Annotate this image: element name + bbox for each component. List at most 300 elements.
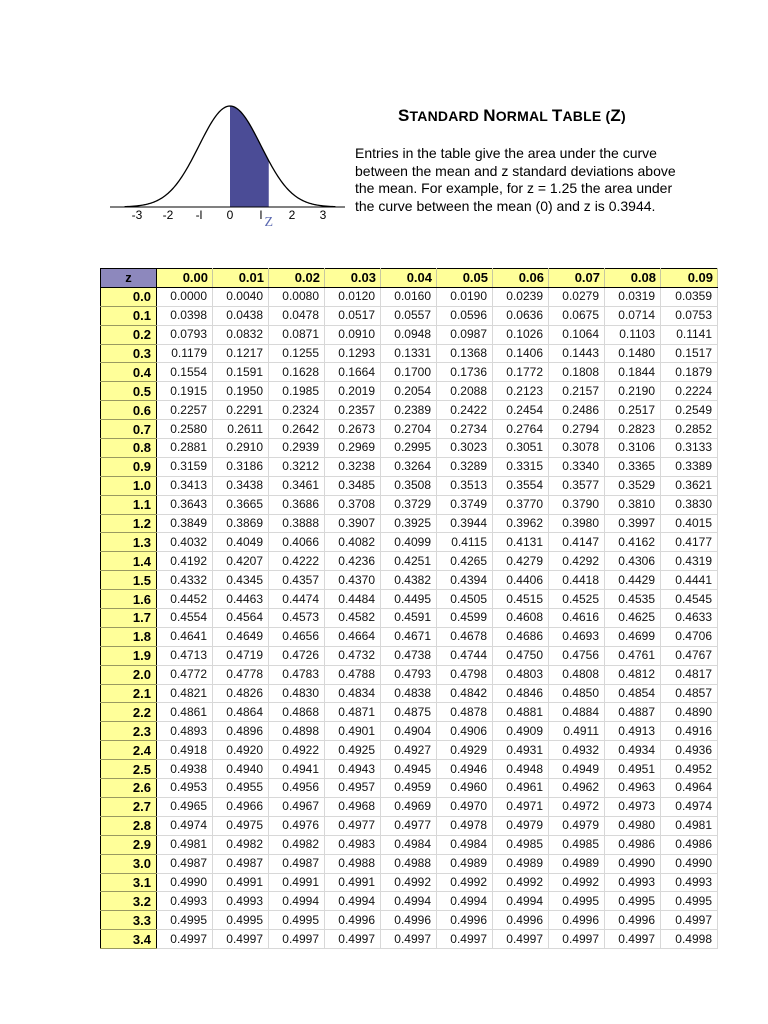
table-cell: 0.4916 bbox=[661, 722, 718, 741]
z-row-label: 2.8 bbox=[101, 816, 157, 835]
table-cell: 0.4984 bbox=[437, 835, 493, 854]
table-cell: 0.4980 bbox=[605, 816, 661, 835]
table-cell: 0.0517 bbox=[325, 306, 381, 325]
table-cell: 0.4808 bbox=[549, 665, 605, 684]
table-cell: 0.4987 bbox=[213, 854, 269, 873]
table-cell: 0.4236 bbox=[325, 552, 381, 571]
z-row-label: 0.1 bbox=[101, 306, 157, 325]
table-row bbox=[101, 646, 718, 665]
table-cell: 0.3051 bbox=[493, 439, 549, 458]
table-cell: 0.4989 bbox=[493, 854, 549, 873]
table-cell: 0.4991 bbox=[213, 873, 269, 892]
table-cell: 0.1368 bbox=[437, 344, 493, 363]
table-cell: 0.4943 bbox=[325, 760, 381, 779]
table-cell: 0.4976 bbox=[269, 816, 325, 835]
table-cell: 0.4989 bbox=[549, 854, 605, 873]
table-cell: 0.1293 bbox=[325, 344, 381, 363]
table-cell: 0.2823 bbox=[605, 420, 661, 439]
table-cell: 0.4992 bbox=[493, 873, 549, 892]
table-cell: 0.4981 bbox=[157, 835, 213, 854]
table-cell: 0.4982 bbox=[269, 835, 325, 854]
table-cell: 0.2704 bbox=[381, 420, 437, 439]
table-row bbox=[101, 287, 718, 306]
table-cell: 0.4732 bbox=[325, 646, 381, 665]
table-row bbox=[101, 495, 718, 514]
table-cell: 0.4015 bbox=[661, 514, 718, 533]
table-cell: 0.2852 bbox=[661, 420, 718, 439]
table-row bbox=[101, 684, 718, 703]
table-cell: 0.4686 bbox=[493, 627, 549, 646]
z-row-label: 1.5 bbox=[101, 571, 157, 590]
description-line: the curve between the mean (0) and z is 0.3944. bbox=[355, 197, 656, 214]
table-cell: 0.4678 bbox=[437, 627, 493, 646]
z-row-label: 2.1 bbox=[101, 684, 157, 703]
table-cell: 0.4599 bbox=[437, 609, 493, 628]
table-cell: 0.4918 bbox=[157, 741, 213, 760]
table-cell: 0.4955 bbox=[213, 779, 269, 798]
table-cell: 0.4515 bbox=[493, 590, 549, 609]
table-cell: 0.4608 bbox=[493, 609, 549, 628]
table-cell: 0.4964 bbox=[661, 779, 718, 798]
table-cell: 0.4656 bbox=[269, 627, 325, 646]
table-cell: 0.2910 bbox=[213, 439, 269, 458]
table-cell: 0.4972 bbox=[549, 797, 605, 816]
table-cell: 0.2673 bbox=[325, 420, 381, 439]
z-table bbox=[100, 268, 718, 949]
table-cell: 0.4382 bbox=[381, 571, 437, 590]
table-cell: 0.3577 bbox=[549, 476, 605, 495]
table-cell: 0.4985 bbox=[493, 835, 549, 854]
z-row-label: 0.3 bbox=[101, 344, 157, 363]
z-row-label: 2.0 bbox=[101, 665, 157, 684]
table-cell: 0.4952 bbox=[661, 760, 718, 779]
table-cell: 0.4564 bbox=[213, 609, 269, 628]
table-cell: 0.3907 bbox=[325, 514, 381, 533]
table-cell: 0.4996 bbox=[381, 911, 437, 930]
table-cell: 0.4495 bbox=[381, 590, 437, 609]
axis-tick-label: -3 bbox=[131, 208, 143, 222]
table-cell: 0.4987 bbox=[157, 854, 213, 873]
table-cell: 0.4990 bbox=[157, 873, 213, 892]
table-cell: 0.1844 bbox=[605, 363, 661, 382]
table-cell: 0.4990 bbox=[661, 854, 718, 873]
table-cell: 0.1103 bbox=[605, 325, 661, 344]
table-cell: 0.4913 bbox=[605, 722, 661, 741]
table-cell: 0.4969 bbox=[381, 797, 437, 816]
table-cell: 0.4997 bbox=[381, 930, 437, 949]
table-cell: 0.4965 bbox=[157, 797, 213, 816]
table-cell: 0.3708 bbox=[325, 495, 381, 514]
table-cell: 0.2995 bbox=[381, 439, 437, 458]
table-cell: 0.1591 bbox=[213, 363, 269, 382]
table-row bbox=[101, 552, 718, 571]
table-cell: 0.4406 bbox=[493, 571, 549, 590]
table-cell: 0.2123 bbox=[493, 382, 549, 401]
table-row bbox=[101, 722, 718, 741]
column-header: 0.01 bbox=[213, 269, 269, 288]
table-cell: 0.2357 bbox=[325, 401, 381, 420]
table-cell: 0.3888 bbox=[269, 514, 325, 533]
table-cell: 0.0793 bbox=[157, 325, 213, 344]
table-cell: 0.4992 bbox=[381, 873, 437, 892]
table-row bbox=[101, 476, 718, 495]
table-cell: 0.4591 bbox=[381, 609, 437, 628]
table-cell: 0.4750 bbox=[493, 646, 549, 665]
description-line: Entries in the table give the area under the curve bbox=[355, 145, 657, 161]
table-cell: 0.4706 bbox=[661, 627, 718, 646]
table-cell: 0.4996 bbox=[437, 911, 493, 930]
table-cell: 0.0319 bbox=[605, 287, 661, 306]
table-cell: 0.4998 bbox=[661, 930, 718, 949]
z-row-label: 0.8 bbox=[101, 439, 157, 458]
axis-tick-label: l bbox=[259, 208, 263, 222]
table-row bbox=[101, 816, 718, 835]
z-row-label: 1.8 bbox=[101, 627, 157, 646]
table-cell: 0.0636 bbox=[493, 306, 549, 325]
table-cell: 0.4953 bbox=[157, 779, 213, 798]
table-cell: 0.1628 bbox=[269, 363, 325, 382]
table-cell: 0.1736 bbox=[437, 363, 493, 382]
table-cell: 0.4981 bbox=[661, 816, 718, 835]
table-cell: 0.4554 bbox=[157, 609, 213, 628]
table-cell: 0.4995 bbox=[269, 911, 325, 930]
shaded-area bbox=[230, 106, 269, 207]
table-cell: 0.2088 bbox=[437, 382, 493, 401]
z-row-label: 2.4 bbox=[101, 741, 157, 760]
z-row-label: 2.3 bbox=[101, 722, 157, 741]
table-cell: 0.4726 bbox=[269, 646, 325, 665]
table-cell: 0.3186 bbox=[213, 457, 269, 476]
table-cell: 0.4817 bbox=[661, 665, 718, 684]
table-cell: 0.1950 bbox=[213, 382, 269, 401]
table-cell: 0.1700 bbox=[381, 363, 437, 382]
table-cell: 0.4997 bbox=[157, 930, 213, 949]
table-cell: 0.4887 bbox=[605, 703, 661, 722]
table-cell: 0.4934 bbox=[605, 741, 661, 760]
table-cell: 0.0910 bbox=[325, 325, 381, 344]
table-cell: 0.4975 bbox=[213, 816, 269, 835]
table-cell: 0.4788 bbox=[325, 665, 381, 684]
table-cell: 0.0987 bbox=[437, 325, 493, 344]
z-row-label: 1.6 bbox=[101, 590, 157, 609]
table-row bbox=[101, 930, 718, 949]
table-cell: 0.4997 bbox=[493, 930, 549, 949]
table-cell: 0.4956 bbox=[269, 779, 325, 798]
z-row-label: 1.7 bbox=[101, 609, 157, 628]
table-cell: 0.4963 bbox=[605, 779, 661, 798]
table-cell: 0.4941 bbox=[269, 760, 325, 779]
z-row-label: 0.9 bbox=[101, 457, 157, 476]
table-cell: 0.4842 bbox=[437, 684, 493, 703]
table-cell: 0.4032 bbox=[157, 533, 213, 552]
table-cell: 0.3944 bbox=[437, 514, 493, 533]
table-cell: 0.4931 bbox=[493, 741, 549, 760]
table-cell: 0.4995 bbox=[549, 892, 605, 911]
table-cell: 0.2054 bbox=[381, 382, 437, 401]
table-cell: 0.4484 bbox=[325, 590, 381, 609]
table-cell: 0.4984 bbox=[381, 835, 437, 854]
z-row-label: 2.6 bbox=[101, 779, 157, 798]
table-row bbox=[101, 703, 718, 722]
table-cell: 0.4922 bbox=[269, 741, 325, 760]
table-row bbox=[101, 665, 718, 684]
table-cell: 0.3238 bbox=[325, 457, 381, 476]
table-cell: 0.1443 bbox=[549, 344, 605, 363]
table-cell: 0.4861 bbox=[157, 703, 213, 722]
table-cell: 0.4893 bbox=[157, 722, 213, 741]
column-header: 0.08 bbox=[605, 269, 661, 288]
table-cell: 0.4131 bbox=[493, 533, 549, 552]
table-cell: 0.0675 bbox=[549, 306, 605, 325]
table-cell: 0.0948 bbox=[381, 325, 437, 344]
table-row bbox=[101, 873, 718, 892]
table-cell: 0.3289 bbox=[437, 457, 493, 476]
table-cell: 0.3830 bbox=[661, 495, 718, 514]
table-cell: 0.2190 bbox=[605, 382, 661, 401]
table-cell: 0.3159 bbox=[157, 457, 213, 476]
table-cell: 0.1255 bbox=[269, 344, 325, 363]
table-cell: 0.4983 bbox=[325, 835, 381, 854]
table-cell: 0.4994 bbox=[325, 892, 381, 911]
table-cell: 0.3264 bbox=[381, 457, 437, 476]
table-cell: 0.3438 bbox=[213, 476, 269, 495]
table-cell: 0.4719 bbox=[213, 646, 269, 665]
normal-curve-diagram bbox=[100, 95, 350, 235]
table-cell: 0.4997 bbox=[269, 930, 325, 949]
table-cell: 0.4162 bbox=[605, 533, 661, 552]
table-cell: 0.4973 bbox=[605, 797, 661, 816]
table-cell: 0.4878 bbox=[437, 703, 493, 722]
z-row-label: 0.7 bbox=[101, 420, 157, 439]
description-line: the mean. For example, for z = 1.25 the area under bbox=[355, 180, 673, 196]
table-cell: 0.4966 bbox=[213, 797, 269, 816]
page-title: STANDARD NORMAL TABLE (Z) bbox=[398, 106, 626, 125]
table-cell: 0.3315 bbox=[493, 457, 549, 476]
table-cell: 0.1141 bbox=[661, 325, 718, 344]
table-cell: 0.4932 bbox=[549, 741, 605, 760]
table-row bbox=[101, 797, 718, 816]
table-cell: 0.2389 bbox=[381, 401, 437, 420]
table-cell: 0.2764 bbox=[493, 420, 549, 439]
table-cell: 0.4911 bbox=[549, 722, 605, 741]
table-cell: 0.4049 bbox=[213, 533, 269, 552]
table-cell: 0.0190 bbox=[437, 287, 493, 306]
z-column-header: z bbox=[101, 269, 157, 288]
table-cell: 0.4992 bbox=[549, 873, 605, 892]
table-cell: 0.4265 bbox=[437, 552, 493, 571]
table-cell: 0.4962 bbox=[549, 779, 605, 798]
table-row bbox=[101, 571, 718, 590]
table-cell: 0.4979 bbox=[493, 816, 549, 835]
table-cell: 0.4974 bbox=[157, 816, 213, 835]
table-cell: 0.2291 bbox=[213, 401, 269, 420]
table-cell: 0.3078 bbox=[549, 439, 605, 458]
z-row-label: 2.9 bbox=[101, 835, 157, 854]
table-cell: 0.1480 bbox=[605, 344, 661, 363]
column-header: 0.00 bbox=[157, 269, 213, 288]
table-cell: 0.4099 bbox=[381, 533, 437, 552]
table-cell: 0.4985 bbox=[549, 835, 605, 854]
table-row bbox=[101, 382, 718, 401]
table-cell: 0.4693 bbox=[549, 627, 605, 646]
table-cell: 0.3790 bbox=[549, 495, 605, 514]
table-cell: 0.4986 bbox=[661, 835, 718, 854]
table-cell: 0.2486 bbox=[549, 401, 605, 420]
table-row bbox=[101, 420, 718, 439]
z-row-label: 0.4 bbox=[101, 363, 157, 382]
table-row bbox=[101, 401, 718, 420]
table-cell: 0.4846 bbox=[493, 684, 549, 703]
column-header: 0.05 bbox=[437, 269, 493, 288]
table-cell: 0.4875 bbox=[381, 703, 437, 722]
table-cell: 0.4993 bbox=[157, 892, 213, 911]
table-cell: 0.4898 bbox=[269, 722, 325, 741]
table-cell: 0.2969 bbox=[325, 439, 381, 458]
table-cell: 0.4664 bbox=[325, 627, 381, 646]
table-row bbox=[101, 344, 718, 363]
table-cell: 0.4147 bbox=[549, 533, 605, 552]
table-row bbox=[101, 741, 718, 760]
table-cell: 0.4995 bbox=[157, 911, 213, 930]
table-cell: 0.4441 bbox=[661, 571, 718, 590]
table-cell: 0.0714 bbox=[605, 306, 661, 325]
column-header: 0.07 bbox=[549, 269, 605, 288]
table-header-row bbox=[101, 269, 718, 288]
table-cell: 0.1915 bbox=[157, 382, 213, 401]
table-cell: 0.4990 bbox=[605, 854, 661, 873]
table-row bbox=[101, 609, 718, 628]
table-cell: 0.4429 bbox=[605, 571, 661, 590]
table-cell: 0.4772 bbox=[157, 665, 213, 684]
table-row bbox=[101, 457, 718, 476]
table-cell: 0.3513 bbox=[437, 476, 493, 495]
table-cell: 0.3508 bbox=[381, 476, 437, 495]
table-cell: 0.3849 bbox=[157, 514, 213, 533]
table-cell: 0.0080 bbox=[269, 287, 325, 306]
table-cell: 0.4991 bbox=[269, 873, 325, 892]
table-cell: 0.0239 bbox=[493, 287, 549, 306]
table-cell: 0.4370 bbox=[325, 571, 381, 590]
description-line: between the mean and z standard deviations above bbox=[355, 162, 676, 179]
table-cell: 0.4961 bbox=[493, 779, 549, 798]
table-cell: 0.4573 bbox=[269, 609, 325, 628]
z-row-label: 1.0 bbox=[101, 476, 157, 495]
table-cell: 0.0753 bbox=[661, 306, 718, 325]
table-cell: 0.4761 bbox=[605, 646, 661, 665]
column-header: 0.09 bbox=[661, 269, 718, 288]
z-row-label: 0.0 bbox=[101, 287, 157, 306]
z-row-label: 3.0 bbox=[101, 854, 157, 873]
table-cell: 0.4925 bbox=[325, 741, 381, 760]
table-cell: 0.4906 bbox=[437, 722, 493, 741]
table-row bbox=[101, 325, 718, 344]
table-cell: 0.2422 bbox=[437, 401, 493, 420]
z-row-label: 1.4 bbox=[101, 552, 157, 571]
table-cell: 0.4279 bbox=[493, 552, 549, 571]
table-cell: 0.3365 bbox=[605, 457, 661, 476]
table-cell: 0.2257 bbox=[157, 401, 213, 420]
table-cell: 0.4949 bbox=[549, 760, 605, 779]
table-cell: 0.4192 bbox=[157, 552, 213, 571]
table-cell: 0.4463 bbox=[213, 590, 269, 609]
table-cell: 0.4909 bbox=[493, 722, 549, 741]
table-cell: 0.3529 bbox=[605, 476, 661, 495]
table-row bbox=[101, 514, 718, 533]
table-cell: 0.4864 bbox=[213, 703, 269, 722]
table-cell: 0.3980 bbox=[549, 514, 605, 533]
table-cell: 0.0279 bbox=[549, 287, 605, 306]
table-cell: 0.4671 bbox=[381, 627, 437, 646]
table-cell: 0.4979 bbox=[549, 816, 605, 835]
table-cell: 0.4783 bbox=[269, 665, 325, 684]
table-cell: 0.0160 bbox=[381, 287, 437, 306]
table-row bbox=[101, 911, 718, 930]
table-cell: 0.4834 bbox=[325, 684, 381, 703]
table-cell: 0.2939 bbox=[269, 439, 325, 458]
table-row bbox=[101, 590, 718, 609]
column-header: 0.06 bbox=[493, 269, 549, 288]
table-cell: 0.2454 bbox=[493, 401, 549, 420]
table-cell: 0.3133 bbox=[661, 439, 718, 458]
z-row-label: 1.3 bbox=[101, 533, 157, 552]
table-cell: 0.4535 bbox=[605, 590, 661, 609]
table-cell: 0.4177 bbox=[661, 533, 718, 552]
table-cell: 0.4713 bbox=[157, 646, 213, 665]
table-row bbox=[101, 533, 718, 552]
table-cell: 0.3869 bbox=[213, 514, 269, 533]
table-cell: 0.4821 bbox=[157, 684, 213, 703]
table-cell: 0.4345 bbox=[213, 571, 269, 590]
table-cell: 0.4967 bbox=[269, 797, 325, 816]
table-cell: 0.4582 bbox=[325, 609, 381, 628]
table-cell: 0.4207 bbox=[213, 552, 269, 571]
column-header: 0.04 bbox=[381, 269, 437, 288]
table-cell: 0.4948 bbox=[493, 760, 549, 779]
table-cell: 0.4994 bbox=[381, 892, 437, 911]
z-row-label: 2.7 bbox=[101, 797, 157, 816]
table-cell: 0.4994 bbox=[437, 892, 493, 911]
table-cell: 0.1331 bbox=[381, 344, 437, 363]
table-cell: 0.4625 bbox=[605, 609, 661, 628]
table-cell: 0.4959 bbox=[381, 779, 437, 798]
table-cell: 0.4901 bbox=[325, 722, 381, 741]
table-cell: 0.4996 bbox=[549, 911, 605, 930]
table-cell: 0.3665 bbox=[213, 495, 269, 514]
table-cell: 0.1217 bbox=[213, 344, 269, 363]
table-cell: 0.1879 bbox=[661, 363, 718, 382]
table-cell: 0.4997 bbox=[213, 930, 269, 949]
table-cell: 0.4993 bbox=[213, 892, 269, 911]
table-cell: 0.4970 bbox=[437, 797, 493, 816]
table-cell: 0.4957 bbox=[325, 779, 381, 798]
table-row bbox=[101, 835, 718, 854]
table-cell: 0.2881 bbox=[157, 439, 213, 458]
table-cell: 0.3413 bbox=[157, 476, 213, 495]
table-cell: 0.2517 bbox=[605, 401, 661, 420]
table-cell: 0.4699 bbox=[605, 627, 661, 646]
table-cell: 0.4292 bbox=[549, 552, 605, 571]
table-cell: 0.4890 bbox=[661, 703, 718, 722]
table-cell: 0.4319 bbox=[661, 552, 718, 571]
table-cell: 0.3643 bbox=[157, 495, 213, 514]
table-cell: 0.1064 bbox=[549, 325, 605, 344]
axis-tick-label: -2 bbox=[162, 208, 174, 222]
column-header: 0.02 bbox=[269, 269, 325, 288]
table-cell: 0.4332 bbox=[157, 571, 213, 590]
table-cell: 0.4881 bbox=[493, 703, 549, 722]
axis-tick-label: -l bbox=[195, 208, 203, 222]
table-cell: 0.4929 bbox=[437, 741, 493, 760]
